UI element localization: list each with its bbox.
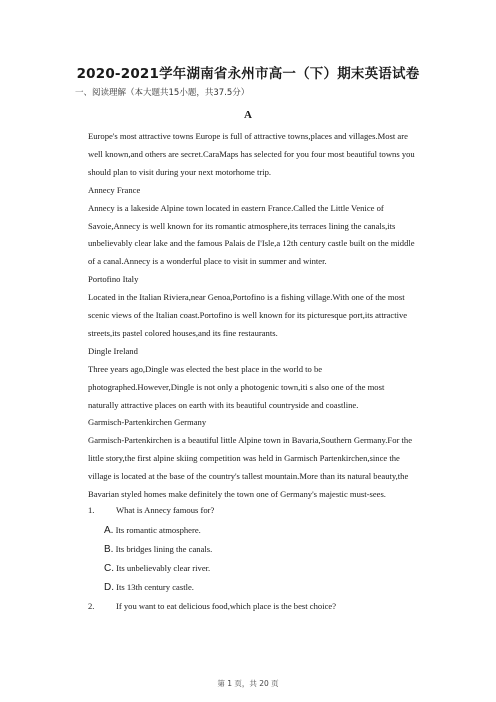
- section-heading: 一、阅读理解（本大题共15小题，共37.5分）: [75, 88, 250, 98]
- passage-line: Garmisch-Partenkirchen Germany: [88, 417, 207, 428]
- question: [88, 601, 336, 611]
- passage-line: of a canal.Annecy is a wonderful place to visit in summer and winter.: [88, 256, 327, 267]
- answer-option[interactable]: [104, 582, 194, 593]
- answer-option[interactable]: [104, 544, 212, 555]
- option-text: Its unbelievably clear river.: [114, 562, 211, 573]
- passage-line: little story,the first alpine skiing competition was held in Garmisch Partenkirchen,since the: [88, 453, 400, 464]
- passage-line: Bavarian styled homes make definitely the town one of Germany's majestic must-sees.: [88, 489, 386, 499]
- passage-line: naturally attractive places on earth with its beautiful countryside and coastline.: [88, 399, 359, 410]
- question-text: What is Annecy famous for?: [116, 504, 215, 515]
- passage-line: well known,and others are secret.CaraMaps has selected for you four most beautiful towns you: [88, 148, 415, 159]
- passage-line: Dingle Ireland: [88, 345, 138, 356]
- question-number: 1.: [88, 504, 95, 515]
- option-letter: A.: [104, 524, 114, 536]
- passage-line: Garmisch-Partenkirchen is a beautiful little Alpine town in Bavaria,Southern Germany.For the: [88, 435, 413, 446]
- option-letter: B.: [104, 543, 114, 555]
- passage-line: Savoie,Annecy is well known for its romantic atmosphere,its terraces lining the canals,its: [88, 220, 396, 231]
- page-footer: 第 1 页，共 20 页: [217, 679, 279, 688]
- exam-title: 2020-2021学年湖南省永州市高一（下）期末英语试卷: [76, 66, 420, 82]
- question-text: If you want to eat delicious food,which place is the best choice?: [116, 600, 337, 611]
- passage-line: Portofino Italy: [88, 274, 139, 285]
- answer-option[interactable]: [104, 525, 201, 536]
- option-letter: D.: [104, 581, 114, 593]
- passage-line: Annecy is a lakeside Alpine town located in eastern France.Called the Little Venice of: [88, 202, 384, 213]
- answer-option[interactable]: [104, 563, 210, 574]
- passage-letter: A: [244, 109, 252, 121]
- option-text: Its romantic atmosphere.: [113, 524, 201, 535]
- passage-line: photographed.However,Dingle is not only a photogenic town,iti s also one of the most: [88, 381, 385, 392]
- passage-line: streets,its pastel colored houses,and its fine restaurants.: [88, 327, 278, 338]
- passage-line: unbelievably clear lake and the famous Palais de I'Isle,a 12th century castle built on the middle: [88, 238, 415, 249]
- passage-line: Annecy France: [88, 184, 141, 195]
- passage-line: village is located at the base of the country's tallest mountain.More than its natural beauty,the: [88, 471, 409, 482]
- passage-line: Located in the Italian Riviera,near Genoa,Portofino is a fishing village.With one of the most: [88, 292, 405, 303]
- passage-line: should plan to visit during your next motorhome trip.: [88, 166, 272, 177]
- option-text: Its bridges lining the canals.: [113, 543, 213, 554]
- question-number: 2.: [88, 600, 95, 611]
- option-text: Its 13th century castle.: [114, 581, 194, 592]
- option-letter: C.: [104, 562, 114, 574]
- passage-line: Three years ago,Dingle was elected the best place in the world to be: [88, 363, 323, 374]
- passage-line: scenic views of the Italian coast.Portofino is well known for its picturesque port,its attractive: [88, 310, 408, 320]
- passage-line: Europe's most attractive towns Europe is full of attractive towns,places and villages.Most are: [88, 131, 408, 141]
- question: [88, 505, 214, 515]
